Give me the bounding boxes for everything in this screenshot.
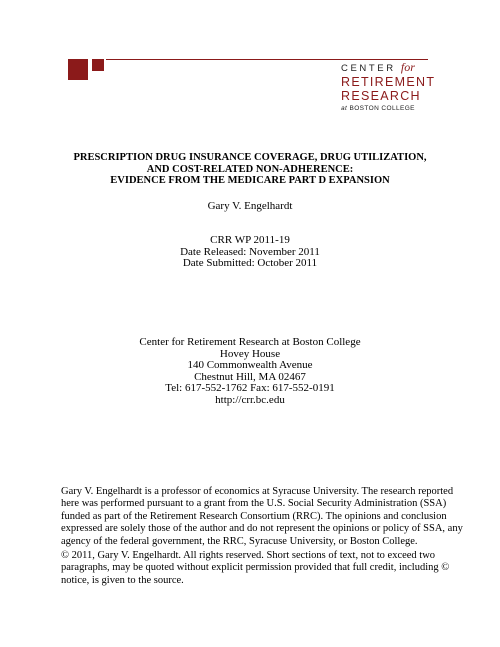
- paragraph-line: here was performed pursuant to a grant from the U.S. Social Security Administration (SSA): [61, 498, 447, 510]
- date-released: Date Released: November 2011: [180, 245, 320, 258]
- logo-line-retirement: RETIREMENT: [341, 75, 436, 89]
- institution-address: [40, 337, 460, 406]
- author-disclaimer: [61, 486, 463, 548]
- address-line: Hovey House: [219, 347, 281, 360]
- working-paper-info: [40, 235, 460, 270]
- date-submitted: Date Submitted: October 2011: [182, 257, 318, 269]
- paragraph-line: notice, is given to the source.: [61, 574, 184, 586]
- logo-square-large: [68, 59, 88, 80]
- logo-line-research: RESEARCH: [341, 89, 421, 103]
- paragraph-line: funded as part of the Retirement Research Consortium (RRC). The opinions and conclusion: [61, 510, 447, 522]
- title-line: AND COST-RELATED NON-ADHERENCE:: [146, 163, 354, 175]
- header-rule: [106, 59, 428, 60]
- wp-number: CRR WP 2011-19: [210, 234, 290, 246]
- logo-square-small: [92, 59, 104, 71]
- address-line: 140 Commonwealth Avenue: [187, 359, 313, 371]
- address-line: Chestnut Hill, MA 02467: [194, 370, 306, 383]
- paragraph-line: agency of the federal government, the RRC, Syracuse University, or Boston College.: [61, 535, 418, 547]
- paragraph-line: expressed are solely those of the author and do not represent the opinions or policy of SSA, any: [61, 523, 463, 535]
- title-line: PRESCRIPTION DRUG INSURANCE COVERAGE, DRUG UTILIZATION,: [73, 152, 427, 163]
- title-line: EVIDENCE FROM THE MEDICARE PART D EXPANSION: [110, 175, 390, 186]
- address-line: Tel: 617-552-1762 Fax: 617-552-0191: [165, 382, 335, 394]
- logo-line-center: CENTER for: [341, 60, 415, 74]
- crr-logo: [341, 60, 436, 114]
- copyright-notice: [61, 550, 450, 587]
- paragraph-line: © 2011, Gary V. Engelhardt. All rights reserved. Short sections of text, not to exceed two: [61, 550, 436, 561]
- paragraph-line: paragraphs, may be quoted without explicit permission provided that full credit, including ©: [61, 562, 450, 574]
- website-url: http://crr.bc.edu: [215, 393, 285, 406]
- logo-line-boston-college: at BOSTON COLLEGE: [341, 105, 415, 112]
- author-name: Gary V. Engelhardt: [207, 200, 293, 212]
- paragraph-line: Gary V. Engelhardt is a professor of economics at Syracuse University. The research reported: [61, 486, 454, 497]
- address-line: Center for Retirement Research at Boston College: [139, 336, 361, 348]
- paper-title: [40, 152, 460, 187]
